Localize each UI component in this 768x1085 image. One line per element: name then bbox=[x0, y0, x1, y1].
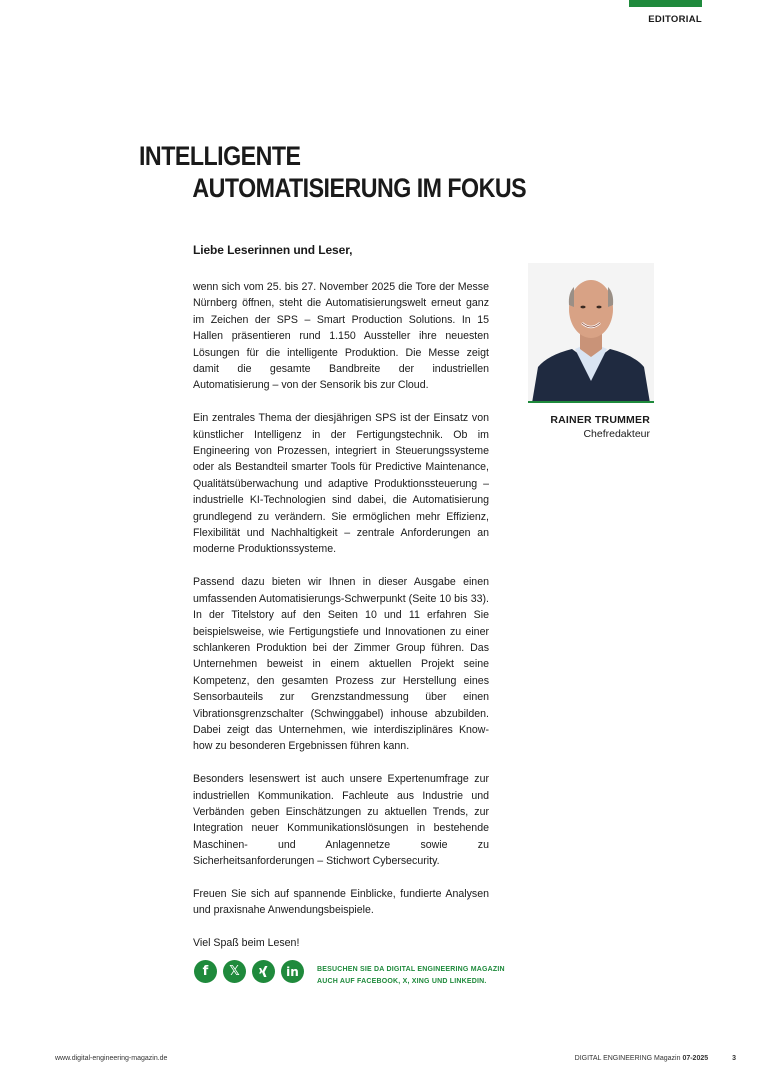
author-block bbox=[528, 414, 650, 440]
paragraph: Viel Spaß beim Lesen! bbox=[193, 937, 300, 950]
linkedin-icon[interactable]: in bbox=[281, 960, 304, 983]
author-role: Chefredakteur bbox=[583, 428, 650, 440]
xing-icon[interactable] bbox=[252, 960, 275, 983]
footer-issue: 07-2025 bbox=[682, 1055, 709, 1062]
section-label: EDITORIAL bbox=[648, 14, 702, 25]
portrait-illustration bbox=[528, 263, 654, 403]
paragraph: Freuen Sie sich auf spannende Einblicke, fundierte Analysen und praxisnahe Anwendungsbeispiele. bbox=[193, 887, 489, 917]
paragraph: wenn sich vom 25. bis 27. November 2025 die Tore der Messe Nürnberg öffnen, steht die Automatisierungswelt erneut ganz im Zeichen der SPS – Smart Production Solutions. In 15 Hallen präsentieren rund 1.150 Aussteller ihre neuesten Lösungen für die intelligente Produktion. Die Messe zeigt damit die gesamte Bandbreite der industriellen Automatisierung – von der Sensorik bis zur Cloud. bbox=[193, 281, 489, 392]
greeting: Liebe Leserinnen und Leser, bbox=[193, 243, 353, 257]
social-caption-line-1: BESUCHEN SIE DA DIGITAL ENGINEERING MAGAZIN bbox=[317, 966, 505, 973]
facebook-icon[interactable]: f bbox=[194, 960, 217, 983]
paragraph: Ein zentrales Thema der diesjährigen SPS ist der Einsatz von künstlicher Intelligenz in der Fertigungstechnik. Ob im Engineering von Prozessen, integriert in Steuerungssysteme oder als Bestandteil smarter Tools für Predictive Maintenance, Qualitätsüberwachung und adaptive Produktionssteuerung – industrielle KI-Technologien sind dabei, die Automatisierung grundlegend zu verändern. Sie ermöglichen mehr Effizienz, Flexibilität und Nachhaltigkeit – zentrale Anforderungen an moderne Produktionssysteme. bbox=[193, 412, 489, 556]
title-line-1: INTELLIGENTE bbox=[139, 141, 301, 171]
header-accent-bar bbox=[629, 0, 702, 7]
footer-magazine: DIGITAL ENGINEERING Magazin bbox=[574, 1055, 681, 1062]
social-caption bbox=[317, 964, 505, 988]
editorial-body bbox=[193, 279, 489, 968]
portrait-underline bbox=[528, 401, 654, 403]
footer-website[interactable]: www.digital-engineering-magazin.de bbox=[55, 1055, 168, 1062]
footer-info bbox=[575, 1055, 736, 1062]
paragraph: Passend dazu bieten wir Ihnen in dieser Ausgabe einen umfassenden Automatisierungs-Schwerpunkt (Seite 10 bis 33). In der Titelstory auf den Seiten 10 und 11 erfahren Sie beispielsweise, wie Fertigungstiefe und Innovationen zu einer schlankeren Produktion bei der Zimmer Group führen. Das Unternehmen beweist in einem aktuellen Projekt seine Kompetenz, den gesamten Prozess zur Herstellung eines Sensorbauteils zur Grenzstandmessung über einen Vibrationsgrenzschalter (Schwinggabel) inhouse abzubilden. Dabei zeigt das Unternehmen, wie interdisziplinäres Know-how zu besonderen Ergebnissen führen kann. bbox=[193, 576, 489, 753]
page-title bbox=[139, 140, 526, 204]
social-icons bbox=[194, 960, 304, 983]
x-icon[interactable]: 𝕏 bbox=[223, 960, 246, 983]
social-caption-line-2: AUCH AUF FACEBOOK, X, XING UND LINKEDIN. bbox=[317, 978, 487, 985]
page-number: 3 bbox=[732, 1055, 736, 1062]
author-name: RAINER TRUMMER bbox=[550, 414, 650, 426]
author-portrait bbox=[528, 263, 654, 403]
title-line-2: AUTOMATISIERUNG IM FOKUS bbox=[192, 173, 527, 203]
paragraph: Besonders lesenswert ist auch unsere Expertenumfrage zur industriellen Kommunikation. Fachleute aus Industrie und Verbänden geben Einschätzungen zu aktuellen Trends, zur Integration neuer Kommunikationslösungen in bestehende Maschinen- und Anlagennetze sowie zu Sicherheitsanforderungen – Stichwort Cybersecurity. bbox=[193, 773, 489, 868]
